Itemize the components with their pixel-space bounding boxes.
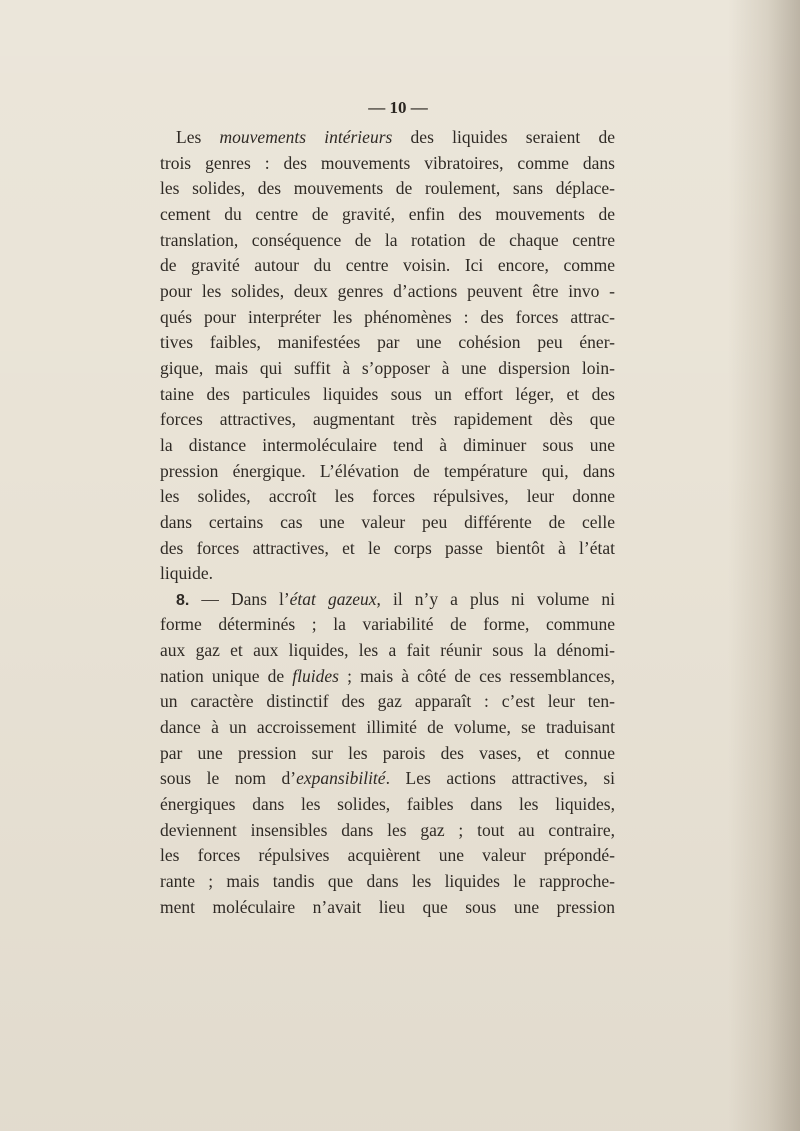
italic-term: fluides: [292, 665, 339, 686]
italic-term: état gazeux: [289, 588, 377, 609]
line-text: Les: [176, 127, 220, 147]
text-line: les forces répulsives acquièrent une valeur prépondé-: [160, 845, 615, 866]
text-line: les solides, accroît les forces répulsives, leur donne: [160, 486, 615, 507]
text-line: gique, mais qui suffit à s’opposer à une dispersion loin-: [160, 357, 615, 378]
text-line: un caractère distinctif des gaz apparaît : c’est leur ten-: [160, 691, 615, 712]
line-text: ; mais à côté de ces ressemblances,: [338, 665, 615, 686]
text-line: deviennent insensibles dans les gaz ; tout au contraire,: [160, 819, 615, 840]
text-line: les solides, des mouvements de roulement, sans déplace-: [160, 178, 615, 199]
text-line: ment moléculaire n’avait lieu que sous une pression: [160, 896, 615, 917]
section-number: 8.: [176, 591, 190, 609]
text-line: qués pour interpréter les phénomènes : des forces attrac-: [160, 306, 615, 327]
line-text: nation unique de: [160, 665, 293, 686]
text-line: cement du centre de gravité, enfin des mouvements de: [160, 203, 615, 224]
paragraph: [160, 125, 615, 587]
paragraph: [160, 587, 615, 921]
text-line: translation, conséquence de la rotation de chaque centre: [160, 229, 615, 250]
italic-term: mouvements intérieurs: [219, 127, 393, 147]
body-text: [160, 125, 615, 920]
text-line: aux gaz et aux liquides, les a fait réunir sous la dénomi-: [160, 640, 615, 661]
text-line: énergiques dans les solides, faibles dans les liquides,: [160, 794, 615, 815]
text-line: des forces attractives, et le corps passe bientôt à l’état: [160, 537, 615, 558]
text-line: par une pression sur les parois des vases, et connue: [160, 742, 615, 763]
text-line: de gravité autour du centre voisin. Ici encore, comme: [160, 255, 615, 276]
text-line: forme déterminés ; la variabilité de forme, commune: [160, 614, 615, 635]
text-line: taine des particules liquides sous un effort léger, et des: [160, 383, 615, 404]
text-line: tives faibles, manifestées par une cohésion peu éner-: [160, 332, 615, 353]
line-text: , il n’y a plus ni volume ni: [376, 588, 615, 609]
line-text: . Les actions attractives, si: [385, 768, 615, 789]
text-line: la distance intermoléculaire tend à diminuer sous une: [160, 434, 615, 455]
text-line: trois genres : des mouvements vibratoires, comme dans: [160, 152, 615, 173]
line-text: — Dans l’: [189, 588, 290, 609]
text-line: dance à un accroissement illimité de volume, se traduisant: [160, 717, 615, 738]
line-text: des liquides seraient de: [392, 127, 615, 147]
text-line: [160, 664, 615, 690]
text-line: [160, 125, 615, 151]
line-text: sous le nom d’: [160, 768, 297, 789]
text-line: [160, 766, 615, 792]
text-line: dans certains cas une valeur peu différente de celle: [160, 511, 615, 532]
text-line: forces attractives, augmentant très rapidement dès que: [160, 409, 615, 430]
text-line: liquide.: [160, 563, 213, 584]
text-line: pour les solides, deux genres d’actions peuvent être invo -: [160, 280, 615, 301]
text-line: [160, 587, 615, 613]
text-line: rante ; mais tandis que dans les liquides le rapproche-: [160, 871, 615, 892]
italic-term: expansibilité: [296, 768, 386, 789]
text-line: pression énergique. L’élévation de température qui, dans: [160, 460, 615, 481]
page-number: — 10 —: [368, 98, 428, 117]
